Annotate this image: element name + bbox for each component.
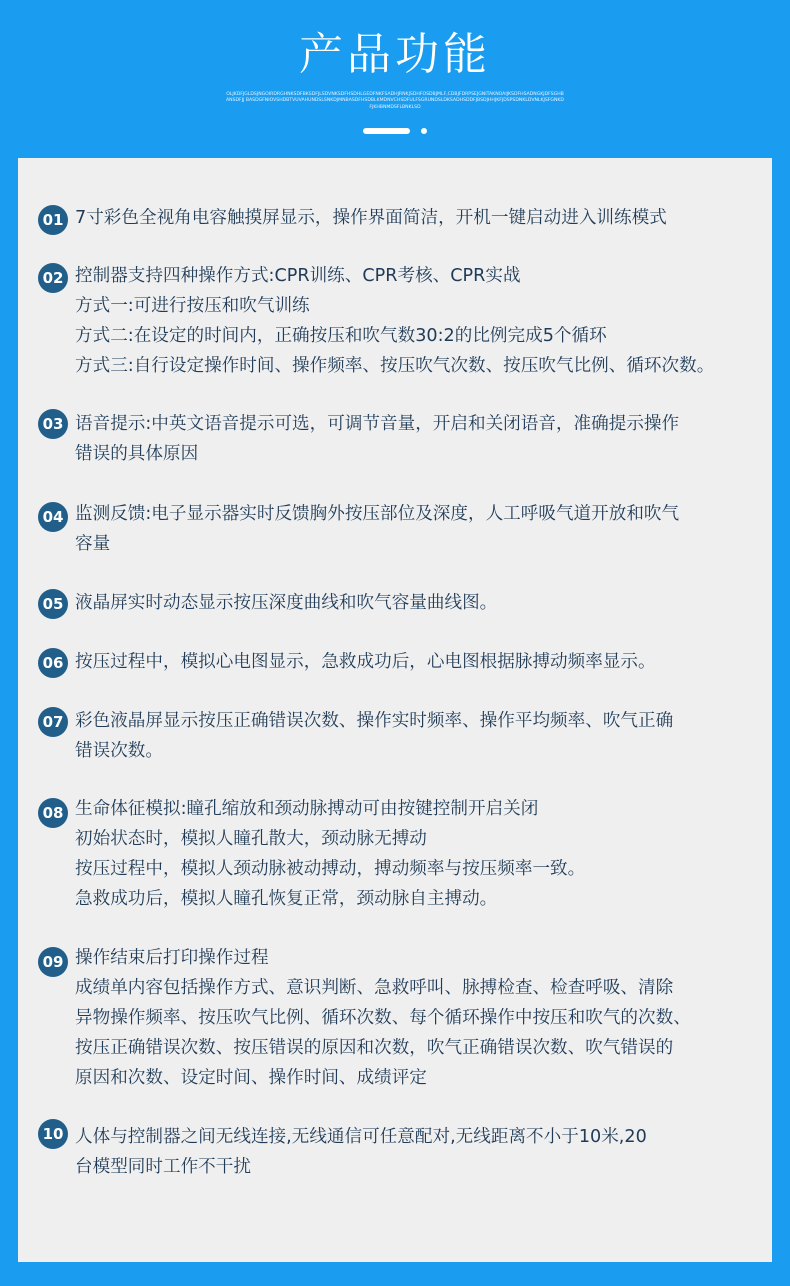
number-badge: 10 — [38, 1119, 68, 1149]
feature-line: 7寸彩色全视角电容触摸屏显示，操作界面简洁，开机一键启动进入训练模式 — [75, 208, 667, 228]
feature-line: 方式三:自行设定操作时间、操作频率、按压吹气次数、按压吹气比例、循环次数。 — [75, 356, 715, 376]
decorative-dot — [421, 128, 427, 134]
feature-line: 控制器支持四种操作方式:CPR训练、CPR考核、CPR实战 — [75, 266, 521, 286]
feature-line: 液晶屏实时动态显示按压深度曲线和吹气容量曲线图。 — [75, 593, 498, 613]
feature-line: 按压过程中，模拟心电图显示，急救成功后，心电图根据脉搏动频率显示。 — [75, 652, 656, 672]
decorative-dash — [363, 128, 410, 134]
feature-line: 错误次数。 — [75, 741, 163, 761]
feature-line: 异物操作频率、按压吹气比例、循环次数、每个循环操作中按压和吹气的次数、 — [75, 1008, 691, 1028]
feature-line: 操作结束后打印操作过程 — [75, 948, 269, 968]
number-badge: 02 — [38, 263, 68, 293]
feature-text — [75, 409, 790, 469]
feature-text — [75, 647, 790, 677]
feature-line: 彩色液晶屏显示按压正确错误次数、操作实时频率、操作平均频率、吹气正确 — [75, 711, 674, 731]
decorative-subtitle: OLJKDFJGLDSJNGOIRDRGHNKSDFBKSDFJLSDVNKSDFHSDHLGEDFNKFSADHJRNKJSDHFOSDBJMLF,CDBJFDRPSEJGNITAKNOAIJKSDFHSADNGKJDFSGHBANSDFJJ BASDGFNIOVSHDBTVUVAHUNDSLSNKDJMNBASDFHSDBLKMDNVCHSDFULFSGRUNDSLDKSADHSDDFJBSDJHHJKFJDSPSDNKLDVNLKJSFGNKDFJKHBNMDSFLBNKLSD — [226, 92, 564, 110]
number-badge: 08 — [38, 798, 68, 828]
number-badge: 01 — [38, 205, 68, 235]
feature-line: 错误的具体原因 — [75, 444, 199, 464]
feature-line: 原因和次数、设定时间、操作时间、成绩评定 — [75, 1068, 427, 1088]
feature-line: 人体与控制器之间无线连接,无线通信可任意配对,无线距离不小于10米,20 — [75, 1127, 647, 1147]
feature-line: 生命体征模拟:瞳孔缩放和颈动脉搏动可由按键控制开启关闭 — [75, 799, 539, 819]
feature-line: 台模型同时工作不干扰 — [75, 1157, 251, 1177]
page-title: 产品功能 — [299, 29, 491, 80]
feature-line: 按压过程中，模拟人颈动脉被动搏动，搏动频率与按压频率一致。 — [75, 859, 586, 879]
feature-text — [75, 706, 790, 766]
feature-text — [75, 261, 790, 381]
feature-text — [75, 499, 790, 559]
feature-line: 方式二:在设定的时间内，正确按压和吹气数30:2的比例完成5个循环 — [75, 326, 607, 346]
number-badge: 09 — [38, 947, 68, 977]
number-badge: 06 — [38, 648, 68, 678]
feature-line: 按压正确错误次数、按压错误的原因和次数，吹气正确错误次数、吹气错误的 — [75, 1038, 674, 1058]
number-badge: 07 — [38, 707, 68, 737]
feature-text — [75, 794, 790, 914]
number-badge: 04 — [38, 502, 68, 532]
number-badge: 03 — [38, 409, 68, 439]
feature-line: 语音提示:中英文语音提示可选，可调节音量，开启和关闭语音，准确提示操作 — [75, 414, 680, 434]
feature-line: 成绩单内容包括操作方式、意识判断、急救呼叫、脉搏检查、检查呼吸、清除 — [75, 978, 674, 998]
feature-line: 方式一:可进行按压和吹气训练 — [75, 296, 310, 316]
feature-line: 初始状态时，模拟人瞳孔散大，颈动脉无搏动 — [75, 829, 427, 849]
header-banner — [0, 0, 790, 158]
feature-text — [75, 588, 790, 618]
number-badge: 05 — [38, 589, 68, 619]
feature-text — [75, 943, 790, 1093]
feature-line: 急救成功后，模拟人瞳孔恢复正常，颈动脉自主搏动。 — [75, 889, 498, 909]
feature-line: 容量 — [75, 534, 111, 554]
feature-text — [75, 203, 790, 233]
feature-text — [75, 1122, 790, 1182]
feature-line: 监测反馈:电子显示器实时反馈胸外按压部位及深度，人工呼吸气道开放和吹气 — [75, 504, 680, 524]
